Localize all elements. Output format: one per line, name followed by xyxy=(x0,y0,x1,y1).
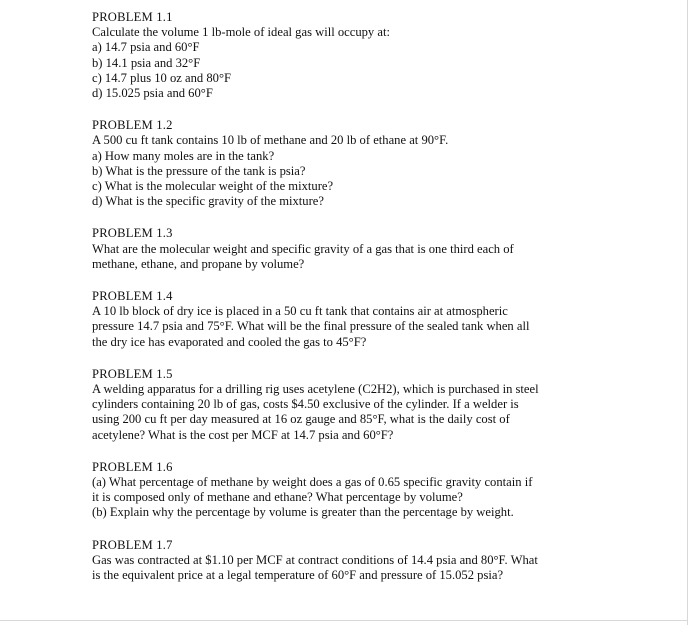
problem-1-1 xyxy=(92,10,652,101)
page-bottom-edge xyxy=(0,620,688,621)
problem-title: PROBLEM 1.2 xyxy=(92,118,173,133)
problem-text-line: Calculate the volume 1 lb-mole of ideal gas will occupy at: xyxy=(92,25,390,40)
problem-text-line: Gas was contracted at $1.10 per MCF at contract conditions of 14.4 psia and 80°F. What xyxy=(92,552,538,567)
problem-text-line: What are the molecular weight and specific gravity of a gas that is one third each of xyxy=(92,241,514,256)
problem-title: PROBLEM 1.3 xyxy=(92,226,173,241)
problem-title: PROBLEM 1.6 xyxy=(92,459,173,474)
problem-text-line: pressure 14.7 psia and 75°F. What will be the final pressure of the sealed tank when all xyxy=(92,319,530,334)
page-right-edge xyxy=(687,0,688,625)
problem-text-line: a) How many moles are in the tank? xyxy=(92,148,275,163)
problem-1-5 xyxy=(92,367,652,443)
problem-text-line: methane, ethane, and propane by volume? xyxy=(92,256,305,271)
problem-text-line: b) What is the pressure of the tank is psia? xyxy=(92,163,306,178)
problem-text-line: is the equivalent price at a legal temperature of 60°F and pressure of 15.052 psia? xyxy=(92,568,504,583)
problem-text-line: (a) What percentage of methane by weight does a gas of 0.65 specific gravity contain if xyxy=(92,475,533,490)
problem-list xyxy=(92,10,652,600)
problem-text-line: it is composed only of methane and ethane? What percentage by volume? xyxy=(92,490,463,505)
problem-title: PROBLEM 1.7 xyxy=(92,537,173,552)
problem-text-line: A 10 lb block of dry ice is placed in a 50 cu ft tank that contains air at atmospheric xyxy=(92,304,508,319)
problem-1-2 xyxy=(92,118,652,209)
problem-text-line: d) What is the specific gravity of the mixture? xyxy=(92,194,324,209)
problem-1-7 xyxy=(92,538,652,584)
problem-text-line: A 500 cu ft tank contains 10 lb of methane and 20 lb of ethane at 90°F. xyxy=(92,133,449,148)
problem-text-line: c) What is the molecular weight of the mixture? xyxy=(92,179,334,194)
problem-text-line: A welding apparatus for a drilling rig uses acetylene (C2H2), which is purchased in steel xyxy=(92,382,539,397)
problem-text-line: the dry ice has evaporated and cooled the gas to 45°F? xyxy=(92,334,367,349)
problem-text-line: using 200 cu ft per day measured at 16 oz gauge and 85°F, what is the daily cost of xyxy=(92,412,510,427)
problem-text-line: c) 14.7 plus 10 oz and 80°F xyxy=(92,70,232,85)
problem-text-line: (b) Explain why the percentage by volume is greater than the percentage by weight. xyxy=(92,505,514,520)
problem-text-line: acetylene? What is the cost per MCF at 14.7 psia and 60°F? xyxy=(92,427,394,442)
problem-title: PROBLEM 1.5 xyxy=(92,366,173,381)
problem-text-line: d) 15.025 psia and 60°F xyxy=(92,86,213,101)
problem-text-line: b) 14.1 psia and 32°F xyxy=(92,55,201,70)
problem-1-6 xyxy=(92,460,652,521)
problem-title: PROBLEM 1.4 xyxy=(92,289,173,304)
problem-text-line: a) 14.7 psia and 60°F xyxy=(92,40,200,55)
problem-title: PROBLEM 1.1 xyxy=(92,10,173,24)
problem-text-line: cylinders containing 20 lb of gas, costs $4.50 exclusive of the cylinder. If a welder is xyxy=(92,397,519,412)
problem-1-3 xyxy=(92,226,652,272)
problem-1-4 xyxy=(92,289,652,350)
